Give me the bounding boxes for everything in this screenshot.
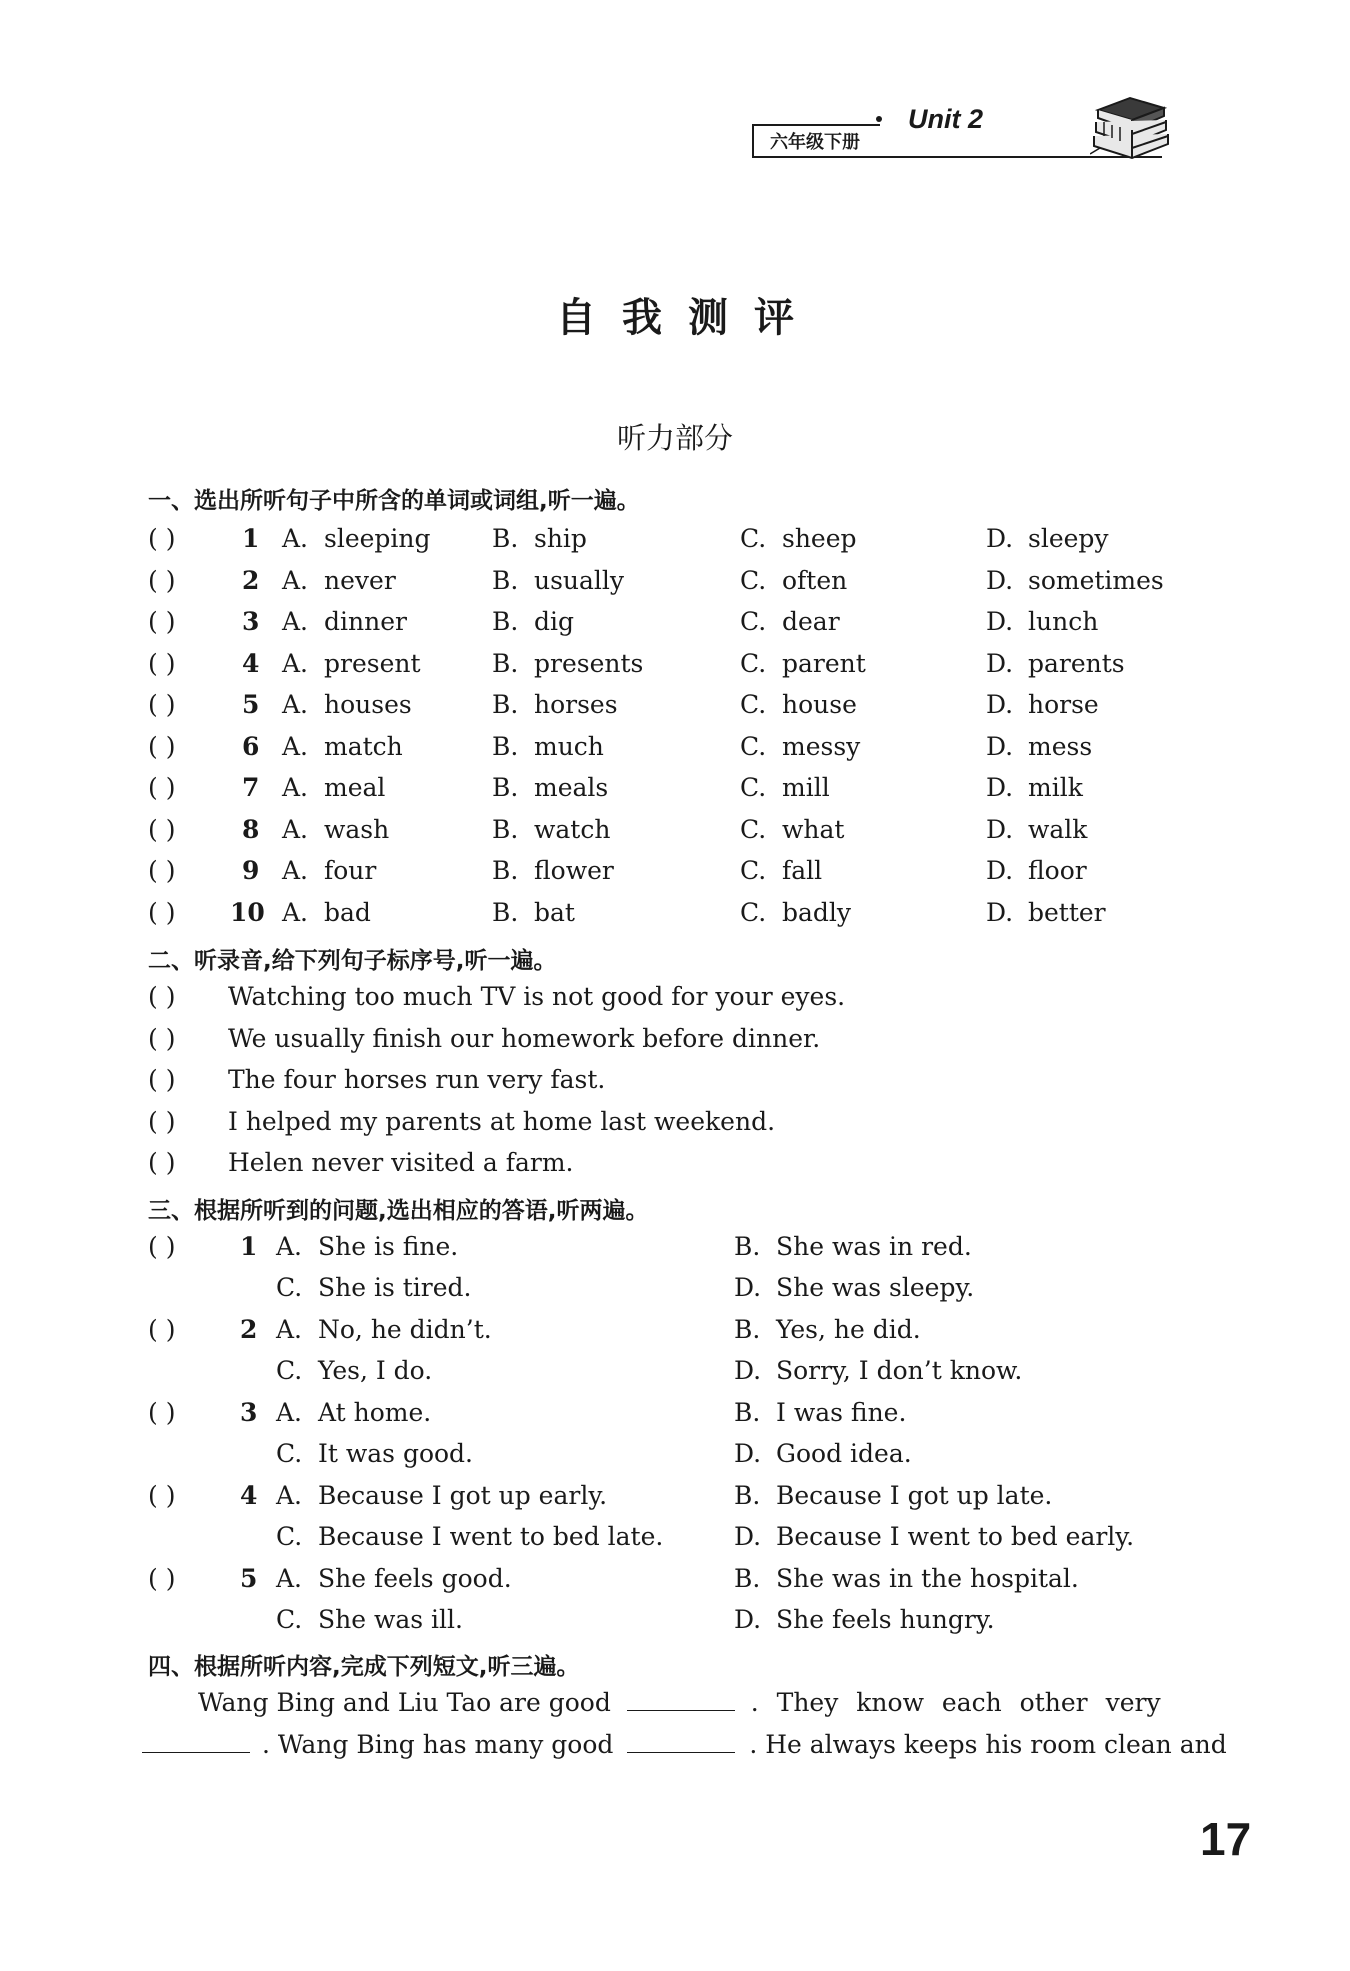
option-text: walk <box>1028 814 1088 844</box>
option-letter: A. <box>282 648 309 678</box>
option-letter: B. <box>492 690 519 719</box>
option-letter: B. <box>492 524 519 553</box>
option-letter: A. <box>282 524 309 553</box>
section-subtitle: 听力部分 <box>616 421 733 455</box>
option-letter: B. <box>734 1315 761 1344</box>
sentence-text: Watching too much TV is not good for your eyes. <box>228 982 846 1011</box>
option-text: I was fine. <box>776 1398 907 1427</box>
option-letter: A. <box>276 1232 303 1261</box>
option-letter: C. <box>740 648 767 678</box>
option-letter: B. <box>492 773 519 802</box>
option-text: She is fine. <box>318 1232 459 1261</box>
option-text: meals <box>534 773 609 802</box>
answer-paren[interactable]: ( ) <box>148 856 176 885</box>
option-text: often <box>782 565 848 595</box>
header-rule-top <box>752 124 880 126</box>
option-letter: B. <box>492 814 519 844</box>
option-letter: A. <box>276 1315 303 1344</box>
sentence-text: Helen never visited a farm. <box>228 1148 574 1177</box>
option-letter: D. <box>734 1356 762 1385</box>
option-letter: D. <box>734 1439 762 1468</box>
answer-paren[interactable]: ( ) <box>148 607 176 636</box>
option-letter: B. <box>492 856 519 885</box>
answer-paren[interactable]: ( ) <box>148 1148 176 1177</box>
option-letter: C. <box>740 524 767 553</box>
option-text: messy <box>782 731 861 761</box>
section3-heading: 三、根据所听到的问题,选出相应的答语,听两遍。 <box>148 1198 649 1224</box>
option-text: never <box>324 565 396 595</box>
option-text: houses <box>324 690 412 719</box>
section1-heading: 一、选出所听句子中所含的单词或词组,听一遍。 <box>148 488 640 514</box>
option-text: bad <box>324 897 371 927</box>
question-number: 9 <box>242 856 260 885</box>
question-number: 6 <box>242 731 260 761</box>
page-title: 自我测评 <box>556 295 820 341</box>
option-text: house <box>782 690 857 719</box>
section4-heading: 四、根据所听内容,完成下列短文,听三遍。 <box>148 1654 580 1680</box>
question-number: 5 <box>240 1564 258 1593</box>
option-text: She was in the hospital. <box>776 1564 1079 1593</box>
option-text: horses <box>534 690 618 719</box>
option-text: usually <box>534 565 625 595</box>
question-number: 2 <box>240 1315 258 1344</box>
answer-paren[interactable]: ( ) <box>148 1023 176 1053</box>
option-text: better <box>1028 897 1106 927</box>
option-letter: D. <box>986 524 1014 553</box>
question-number: 7 <box>242 773 260 802</box>
section4-line2-text2: . He always keeps his room clean and <box>749 1730 1227 1759</box>
option-letter: D. <box>986 897 1014 927</box>
option-letter: D. <box>986 773 1014 802</box>
option-letter: A. <box>282 690 309 719</box>
option-letter: B. <box>492 897 519 927</box>
option-text: parent <box>782 648 866 678</box>
option-text: Because I got up late. <box>776 1481 1053 1510</box>
option-text: match <box>324 731 403 761</box>
option-text: mill <box>782 773 830 802</box>
option-text: sleeping <box>324 524 431 553</box>
option-letter: B. <box>492 565 519 595</box>
option-text: Because I went to bed late. <box>318 1522 664 1551</box>
option-text: She feels hungry. <box>776 1605 995 1634</box>
section4-line2 <box>142 1730 1227 1759</box>
option-letter: B. <box>734 1232 761 1261</box>
option-letter: C. <box>740 814 767 844</box>
answer-blank[interactable] <box>142 1730 250 1753</box>
answer-paren[interactable]: ( ) <box>148 648 176 678</box>
option-letter: C. <box>740 897 767 927</box>
option-letter: D. <box>986 607 1014 636</box>
answer-paren[interactable]: ( ) <box>148 731 176 761</box>
option-letter: D. <box>986 648 1014 678</box>
option-text: dinner <box>324 607 407 636</box>
answer-paren[interactable]: ( ) <box>148 1106 176 1136</box>
option-text: much <box>534 731 604 761</box>
answer-paren[interactable]: ( ) <box>148 1398 176 1427</box>
option-text: Because I got up early. <box>318 1481 608 1510</box>
option-text: bat <box>534 897 575 927</box>
option-text: meal <box>324 773 386 802</box>
header-dot <box>876 116 882 122</box>
option-letter: C. <box>276 1439 303 1468</box>
option-text: floor <box>1028 856 1087 885</box>
option-text: sheep <box>782 524 857 553</box>
sentence-text: I helped my parents at home last weekend. <box>228 1106 776 1136</box>
option-text: dig <box>534 607 575 636</box>
question-number: 3 <box>240 1398 258 1427</box>
option-letter: D. <box>734 1273 762 1302</box>
option-letter: C. <box>740 565 767 595</box>
question-number: 4 <box>242 648 260 678</box>
answer-paren[interactable]: ( ) <box>148 982 176 1011</box>
option-letter: A. <box>282 731 309 761</box>
option-letter: A. <box>282 565 309 595</box>
option-letter: B. <box>734 1481 761 1510</box>
option-text: Yes, he did. <box>776 1315 921 1344</box>
option-text: sleepy <box>1028 524 1109 553</box>
option-text: four <box>324 856 377 885</box>
question-number: 3 <box>242 607 260 636</box>
option-letter: A. <box>282 856 309 885</box>
option-text: badly <box>782 897 852 927</box>
option-letter: D. <box>734 1605 762 1634</box>
option-text: sometimes <box>1028 565 1164 595</box>
option-letter: D. <box>734 1522 762 1551</box>
option-letter: A. <box>276 1398 303 1427</box>
answer-paren[interactable]: ( ) <box>148 773 176 802</box>
option-text: Yes, I do. <box>318 1356 433 1385</box>
section4-line2-text1: . Wang Bing has many good <box>261 1730 614 1759</box>
option-text: Sorry, I don’t know. <box>776 1356 1023 1385</box>
option-text: presents <box>534 648 644 678</box>
answer-paren[interactable]: ( ) <box>148 1564 176 1593</box>
option-letter: C. <box>276 1273 303 1302</box>
option-letter: B. <box>734 1398 761 1427</box>
option-letter: B. <box>492 648 519 678</box>
answer-paren[interactable]: ( ) <box>148 1481 176 1510</box>
option-letter: D. <box>986 814 1014 844</box>
option-letter: C. <box>740 607 767 636</box>
option-text: ship <box>534 524 587 553</box>
section4-line1-text1: Wang Bing and Liu Tao are good <box>198 1688 611 1717</box>
option-letter: A. <box>282 773 309 802</box>
option-letter: C. <box>740 773 767 802</box>
answer-paren[interactable]: ( ) <box>148 565 176 595</box>
option-letter: C. <box>276 1605 303 1634</box>
answer-paren[interactable]: ( ) <box>148 1315 176 1344</box>
sentence-text: We usually finish our homework before dinner. <box>228 1023 821 1053</box>
question-number: 1 <box>242 524 260 553</box>
question-number: 1 <box>240 1232 258 1261</box>
answer-paren[interactable]: ( ) <box>148 690 176 719</box>
option-text: Because I went to bed early. <box>776 1522 1135 1551</box>
answer-blank[interactable] <box>627 1730 735 1753</box>
sentence-text: The four horses run very fast. <box>228 1065 606 1094</box>
option-letter: D. <box>986 856 1014 885</box>
option-text: present <box>324 648 421 678</box>
option-text: what <box>782 814 845 844</box>
answer-paren[interactable]: ( ) <box>148 1232 176 1261</box>
option-text: dear <box>782 607 840 636</box>
option-text: It was good. <box>318 1439 474 1468</box>
option-text: wash <box>324 814 390 844</box>
option-text: horse <box>1028 690 1099 719</box>
option-letter: C. <box>740 690 767 719</box>
answer-paren[interactable]: ( ) <box>148 897 176 927</box>
question-number: 10 <box>230 897 265 927</box>
option-letter: A. <box>282 814 309 844</box>
header-rule-vertical <box>752 124 754 158</box>
option-letter: A. <box>282 897 309 927</box>
option-letter: B. <box>492 731 519 761</box>
stack-of-books-icon <box>1090 92 1170 168</box>
option-text: watch <box>534 814 611 844</box>
option-letter: B. <box>492 607 519 636</box>
answer-blank[interactable] <box>627 1688 735 1711</box>
option-letter: A. <box>276 1481 303 1510</box>
option-text: She was in red. <box>776 1232 972 1261</box>
page-number: 17 <box>1200 1813 1252 1865</box>
header-grade-label: 六年级下册 <box>770 132 860 153</box>
question-number: 2 <box>242 565 260 595</box>
option-text: She is tired. <box>318 1273 472 1302</box>
header-unit-label: Unit 2 <box>908 104 984 134</box>
option-letter: C. <box>276 1356 303 1385</box>
option-letter: C. <box>740 731 767 761</box>
option-letter: C. <box>740 856 767 885</box>
option-letter: D. <box>986 565 1014 595</box>
option-text: Good idea. <box>776 1439 912 1468</box>
answer-paren[interactable]: ( ) <box>148 524 176 553</box>
question-number: 5 <box>242 690 260 719</box>
option-text: No, he didn’t. <box>318 1315 492 1344</box>
option-text: parents <box>1028 648 1125 678</box>
option-text: lunch <box>1028 607 1099 636</box>
option-text: fall <box>782 856 823 885</box>
section2-heading: 二、听录音,给下列句子标序号,听一遍。 <box>148 948 557 974</box>
section4-line1-text2: . They know each other very <box>750 1688 1161 1717</box>
option-letter: A. <box>276 1564 303 1593</box>
option-text: She was ill. <box>318 1605 463 1634</box>
question-number: 4 <box>240 1481 258 1510</box>
option-text: She was sleepy. <box>776 1273 975 1302</box>
option-text: flower <box>534 856 614 885</box>
option-text: At home. <box>318 1398 432 1427</box>
section4-line1 <box>198 1688 1161 1717</box>
option-letter: B. <box>734 1564 761 1593</box>
option-letter: D. <box>986 690 1014 719</box>
option-letter: A. <box>282 607 309 636</box>
option-text: milk <box>1028 773 1083 802</box>
option-text: mess <box>1028 731 1093 761</box>
answer-paren[interactable]: ( ) <box>148 814 176 844</box>
option-letter: D. <box>986 731 1014 761</box>
answer-paren[interactable]: ( ) <box>148 1065 176 1094</box>
option-text: She feels good. <box>318 1564 512 1593</box>
question-number: 8 <box>242 814 260 844</box>
option-letter: C. <box>276 1522 303 1551</box>
